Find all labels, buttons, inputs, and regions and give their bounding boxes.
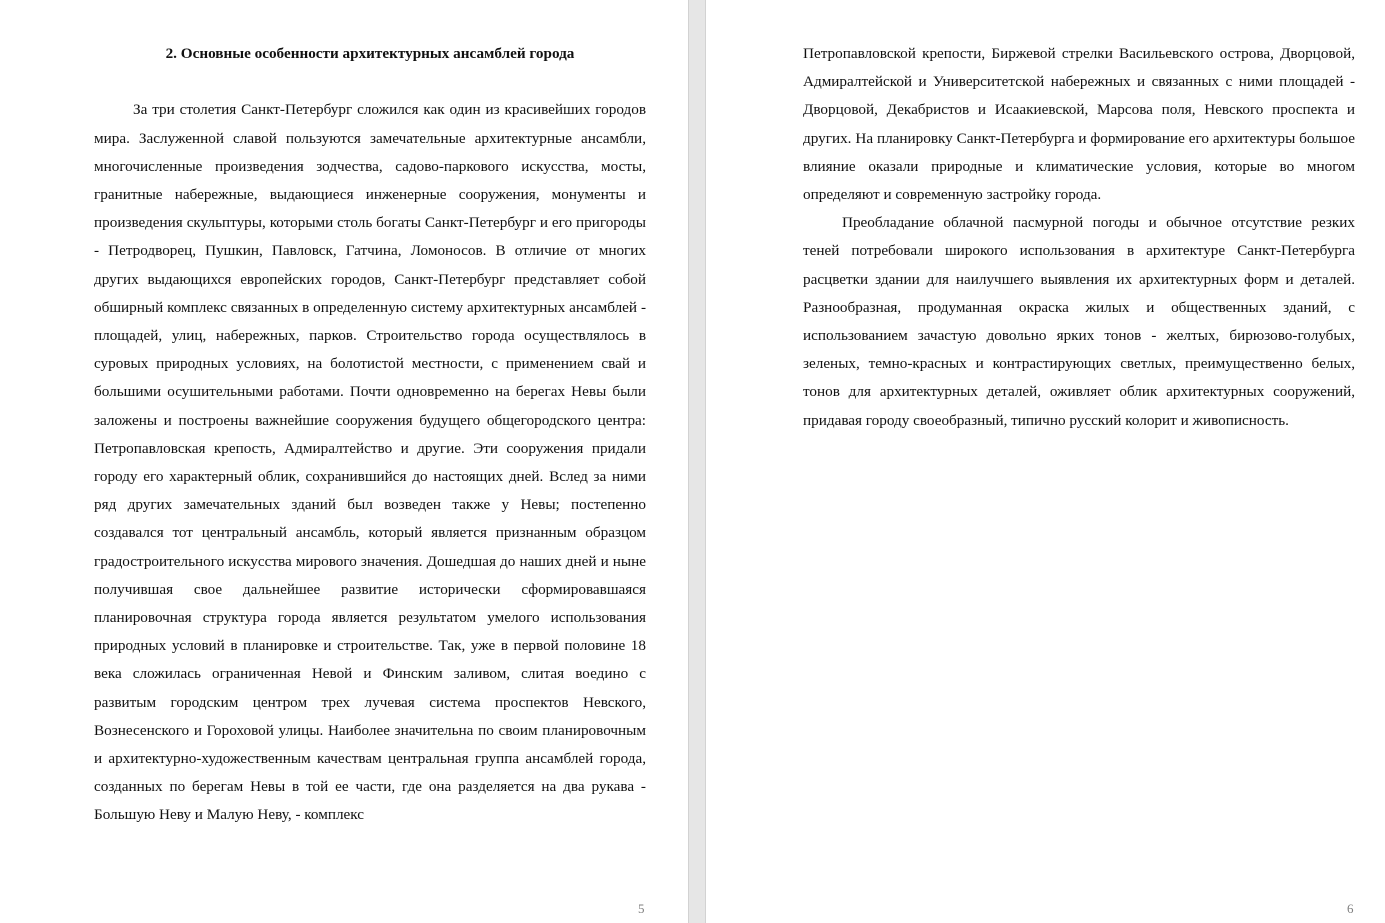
paragraph-2: Преобладание облачной пасмурной погоды и обычное отсутствие резких теней потребовали широкого использования в архитектуре Санкт-Петербурга расцветки здании для наилучшего выявления их архитектурных форм и деталей. Разнообразная, продуманная окраска жилых и общественных зданий, с использованием зачастую довольно ярких тонов - желтых, бирюзово-голубых, зеленых, темно-красных и контрастирующих светлых, преимущественно белых, тонов для архитектурных деталей, оживляет облик архитектурных сооружений, придавая городу своеобразный, типично русский колорит и живописность. [803,214,1355,429]
page-5 [0,0,688,923]
page-gap-divider [688,0,706,923]
page-5-text-column [94,40,646,830]
section-heading: 2. Основные особенности архитектурных ансамблей города [165,45,575,62]
page-number-6: 6 [1347,901,1354,916]
page-6 [706,0,1385,923]
heading-spacer [94,68,646,96]
page-6-text-column [803,40,1355,435]
page-number-5: 5 [638,901,645,916]
paragraph-1-continuation: Петропавловской крепости, Биржевой стрелки Васильевского острова, Дворцовой, Адмиралтейской и Университетской набережных и связанных с ними площадей - Дворцовой, Декабристов и Исаакиевской, Марсова поля, Невского проспекта и других. На планировку Санкт-Петербурга и формирование его архитектуры большое влияние оказали природные и климатические условия, которые во многом определяют и современную застройку города. [803,45,1355,204]
paragraph-1: За три столетия Санкт-Петербург сложился как один из красивейших городов мира. Заслуженной славой пользуются замечательные архитектурные ансамбли, многочисленные произведения зодчества, садово-паркового искусства, мосты, гранитные набережные, выдающиеся инженерные сооружения, монументы и произведения скульптуры, которыми столь богаты Санкт-Петербург и его пригороды - Петродворец, Пушкин, Павловск, Гатчина, Ломоносов. В отличие от многих других выдающихся европейских городов, Санкт-Петербург представляет собой обширный комплекс связанных в определенную систему архитектурных ансамблей - площадей, улиц, набережных, парков. Строительство города осуществлялось в суровых природных условиях, на болотистой местности, с применением свай и большими осушительными работами. Почти одновременно на берегах Невы были заложены и построены важнейшие сооружения будущего общегородского центра: Петропавловская крепость, Адмиралтейство и другие. Эти сооружения придали городу его характерный облик, сохранившийся до настоящих дней. Вслед за ними ряд других замечательных зданий был возведен также у Невы; постепенно создавался тот центральный ансамбль, который является признанным образцом градостроительного искусства мирового значения. Дошедшая до наших дней и ныне получившая свое дальнейшее развитие исторически сформировавшаяся планировочная структура города является результатом умелого использования природных условий в планировке и строительстве. Так, уже в первой половине 18 века сложилась ограниченная Невой и Финским заливом, слитая воедино с развитым городским центром трех лучевая система проспектов Невского, Вознесенского и Гороховой улицы. Наиболее значительна по своим планировочным и архитектурно-художественным качествам центральная группа ансамблей города, созданных по берегам Невы в той ее части, где она разделяется на два рукава - Большую Неву и Малую Неву, - комплекс [94,101,646,824]
